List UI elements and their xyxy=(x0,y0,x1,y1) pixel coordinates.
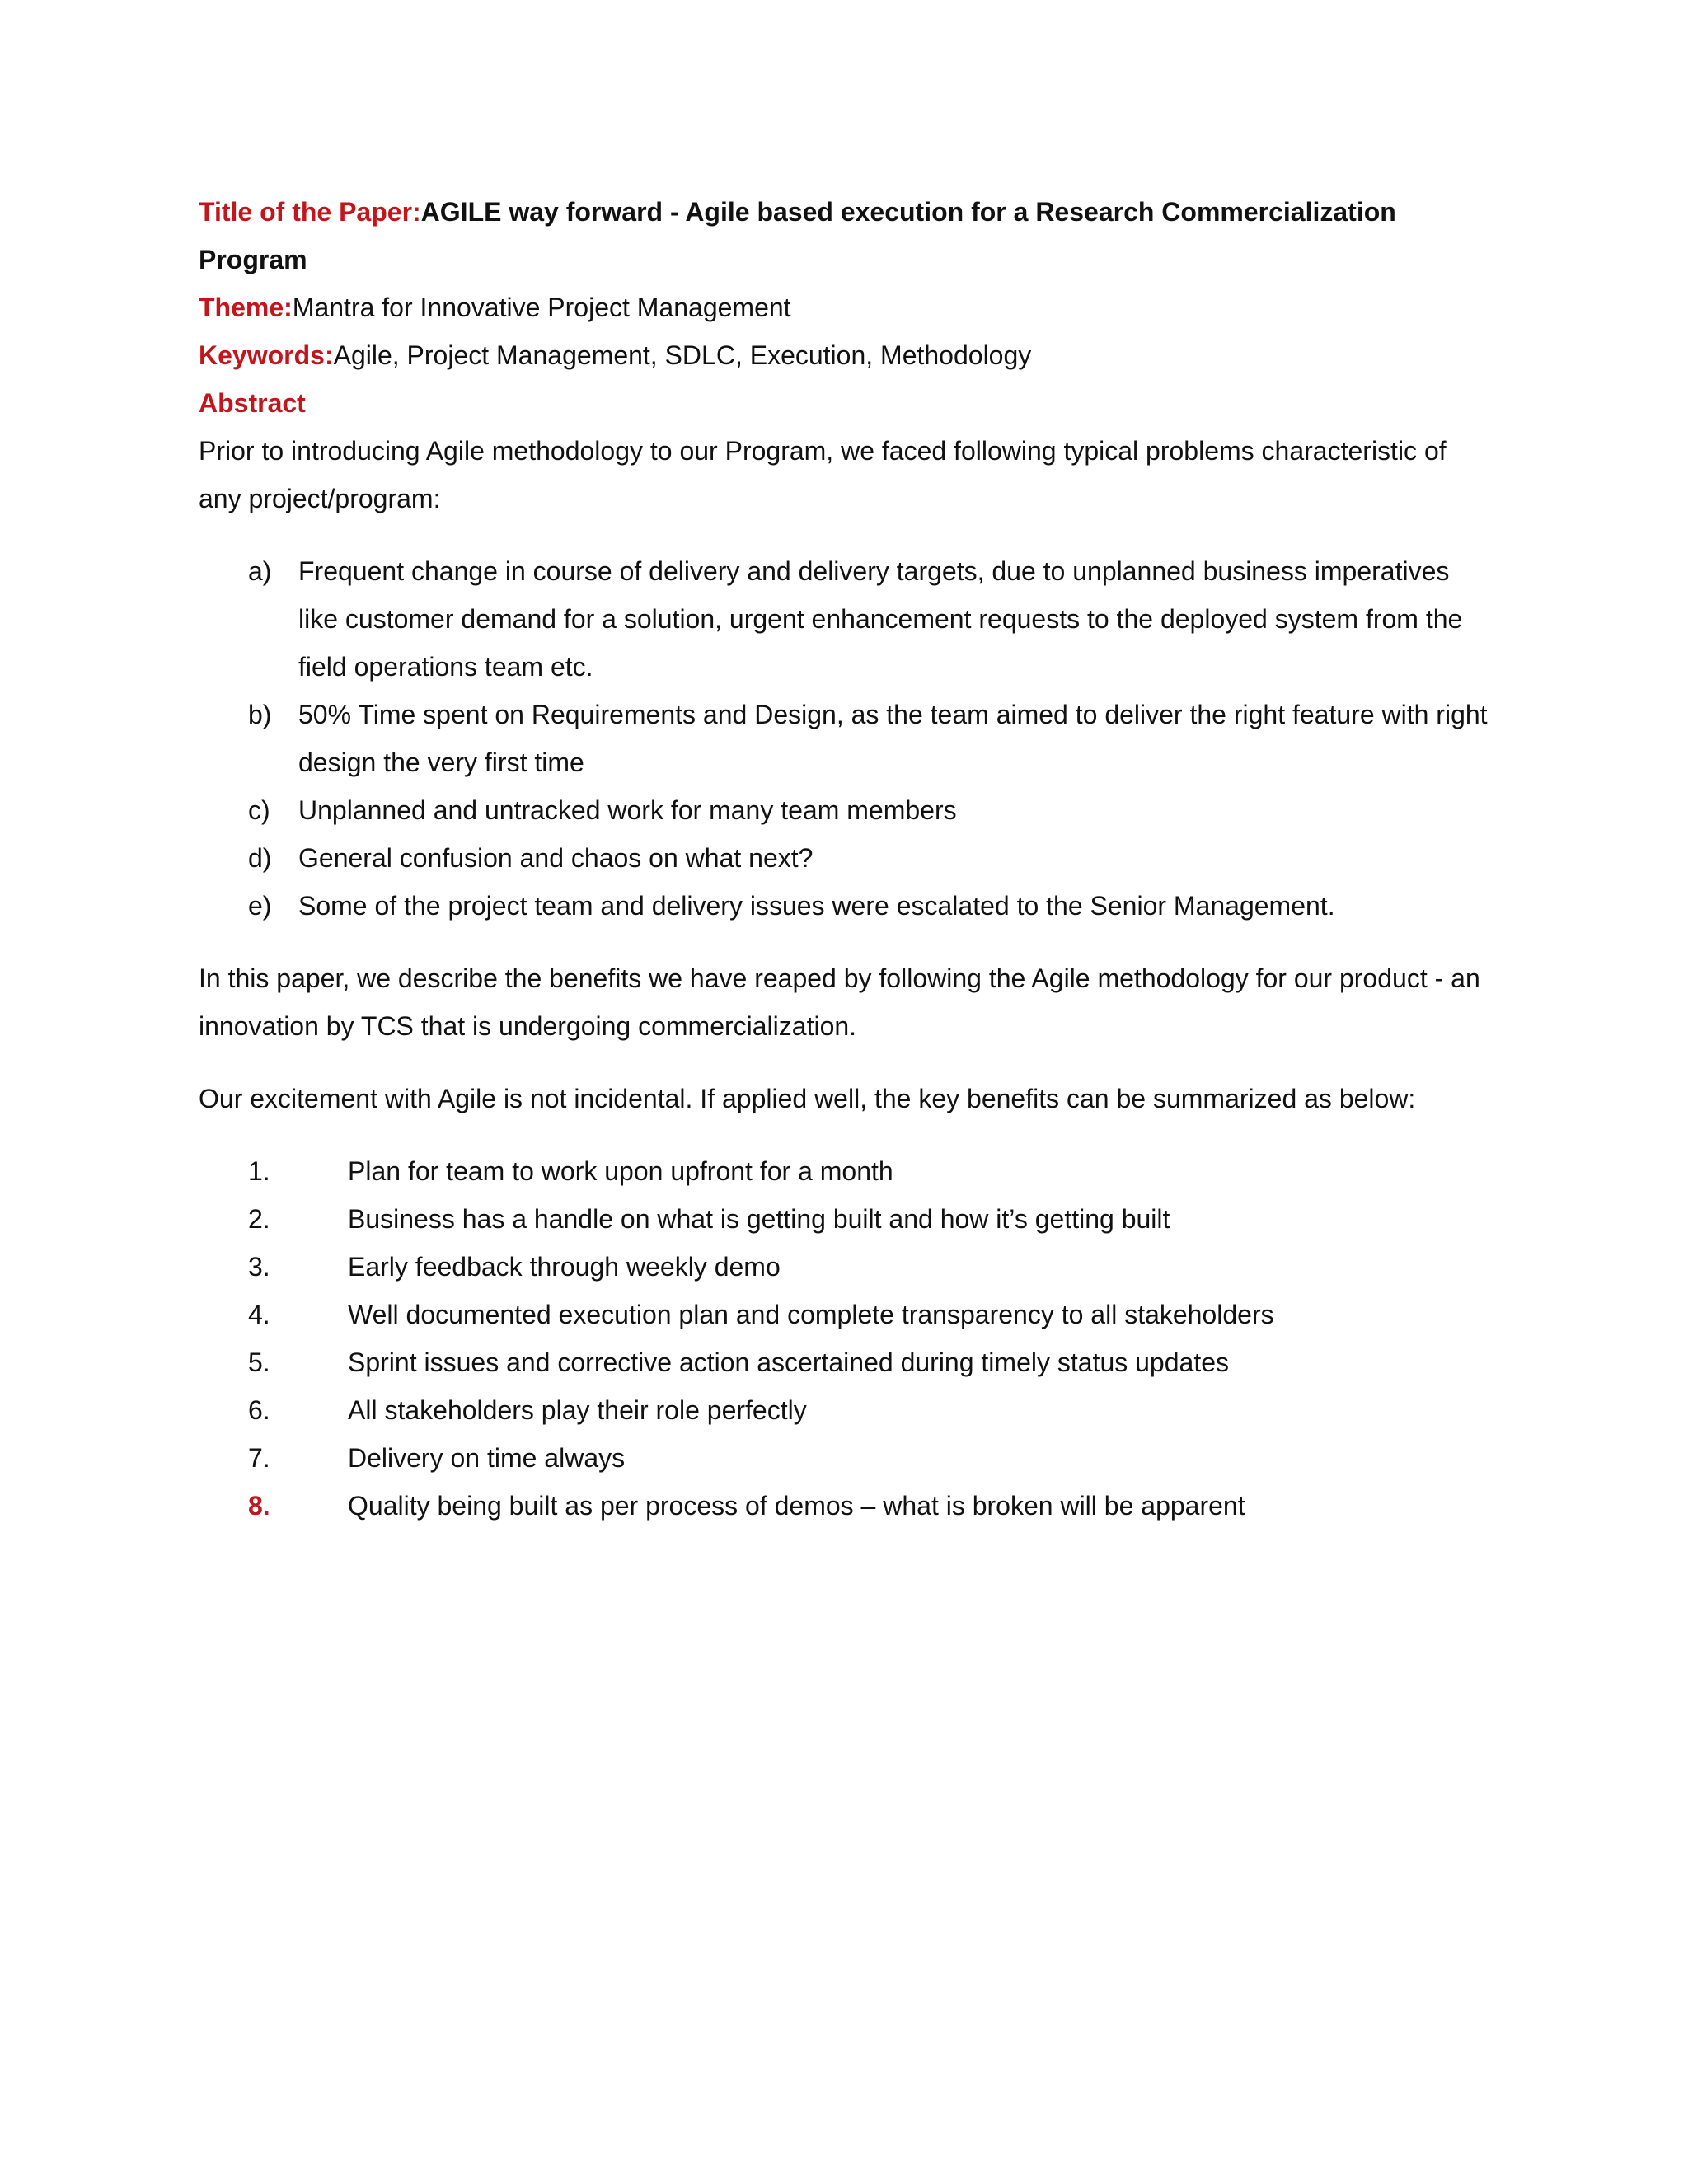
problem-text: 50% Time spent on Requirements and Design, as the team aimed to deliver the right feature with right design the very first time xyxy=(298,700,1488,777)
excitement-paragraph: Our excitement with Agile is not incidental. If applied well, the key benefits can be summarized as below: xyxy=(199,1084,1416,1113)
problem-item xyxy=(199,547,1489,691)
benefits-paragraph: In this paper, we describe the benefits we have reaped by following the Agile methodology for our product - an innovation by TCS that is undergoing commercialization. xyxy=(199,963,1480,1041)
problem-item xyxy=(199,691,1489,786)
problem-marker: d) xyxy=(248,843,272,873)
problem-text: General confusion and chaos on what next? xyxy=(298,843,814,873)
problem-item xyxy=(199,882,1489,930)
benefit-item xyxy=(199,1434,1489,1482)
benefit-marker: 8. xyxy=(248,1491,270,1521)
benefit-text: Quality being built as per process of demos – what is broken will be apparent xyxy=(348,1491,1245,1521)
benefit-marker: 7. xyxy=(248,1443,270,1473)
keywords-label: Keywords: xyxy=(199,340,334,370)
problem-text: Frequent change in course of delivery and delivery targets, due to unplanned business imperatives like customer demand for a solution, urgent enhancement requests to the deployed system from the field operations team etc. xyxy=(298,556,1463,682)
abstract-intro: Prior to introducing Agile methodology to our Program, we faced following typical problems characteristic of any project/program: xyxy=(199,436,1447,513)
theme-label: Theme: xyxy=(199,293,293,322)
benefit-text: Sprint issues and corrective action ascertained during timely status updates xyxy=(348,1347,1229,1377)
benefit-marker: 1. xyxy=(248,1156,270,1186)
benefit-text: All stakeholders play their role perfectly xyxy=(348,1395,807,1425)
problem-item xyxy=(199,834,1489,882)
problem-marker: c) xyxy=(248,795,270,825)
benefit-text: Delivery on time always xyxy=(348,1443,626,1473)
benefit-text: Plan for team to work upon upfront for a month xyxy=(348,1156,893,1186)
title-text: AGILE way forward - Agile based execution for a Research Commercialization Program xyxy=(199,197,1396,274)
benefit-marker: 3. xyxy=(248,1252,270,1282)
keywords-text: Agile, Project Management, SDLC, Execution, Methodology xyxy=(333,340,1032,370)
title-label: Title of the Paper: xyxy=(199,197,421,227)
benefit-item xyxy=(199,1338,1489,1386)
problem-text: Some of the project team and delivery issues were escalated to the Senior Management. xyxy=(298,891,1335,921)
problem-marker: e) xyxy=(248,891,272,921)
keywords-line xyxy=(199,331,1489,379)
benefit-marker: 2. xyxy=(248,1204,270,1234)
benefit-marker: 5. xyxy=(248,1347,270,1377)
document-content xyxy=(199,188,1489,1530)
problem-marker: a) xyxy=(248,556,272,586)
benefit-marker: 4. xyxy=(248,1300,270,1329)
benefit-text: Well documented execution plan and complete transparency to all stakeholders xyxy=(348,1300,1274,1329)
problem-item xyxy=(199,786,1489,834)
benefit-item xyxy=(199,1291,1489,1338)
benefit-item xyxy=(199,1243,1489,1291)
benefit-list xyxy=(199,1147,1489,1530)
benefit-text: Business has a handle on what is getting built and how it’s getting built xyxy=(348,1204,1170,1234)
benefit-marker: 6. xyxy=(248,1395,270,1425)
abstract-heading: Abstract xyxy=(199,388,306,418)
problem-list xyxy=(199,547,1489,930)
benefit-text: Early feedback through weekly demo xyxy=(348,1252,781,1282)
benefit-item xyxy=(199,1195,1489,1243)
problem-marker: b) xyxy=(248,700,272,729)
theme-text: Mantra for Innovative Project Management xyxy=(292,293,791,322)
benefit-item xyxy=(199,1386,1489,1434)
benefit-item xyxy=(199,1482,1489,1530)
problem-text: Unplanned and untracked work for many team members xyxy=(298,795,957,825)
paper-title xyxy=(199,188,1489,284)
theme-line xyxy=(199,284,1489,331)
benefit-item xyxy=(199,1147,1489,1195)
